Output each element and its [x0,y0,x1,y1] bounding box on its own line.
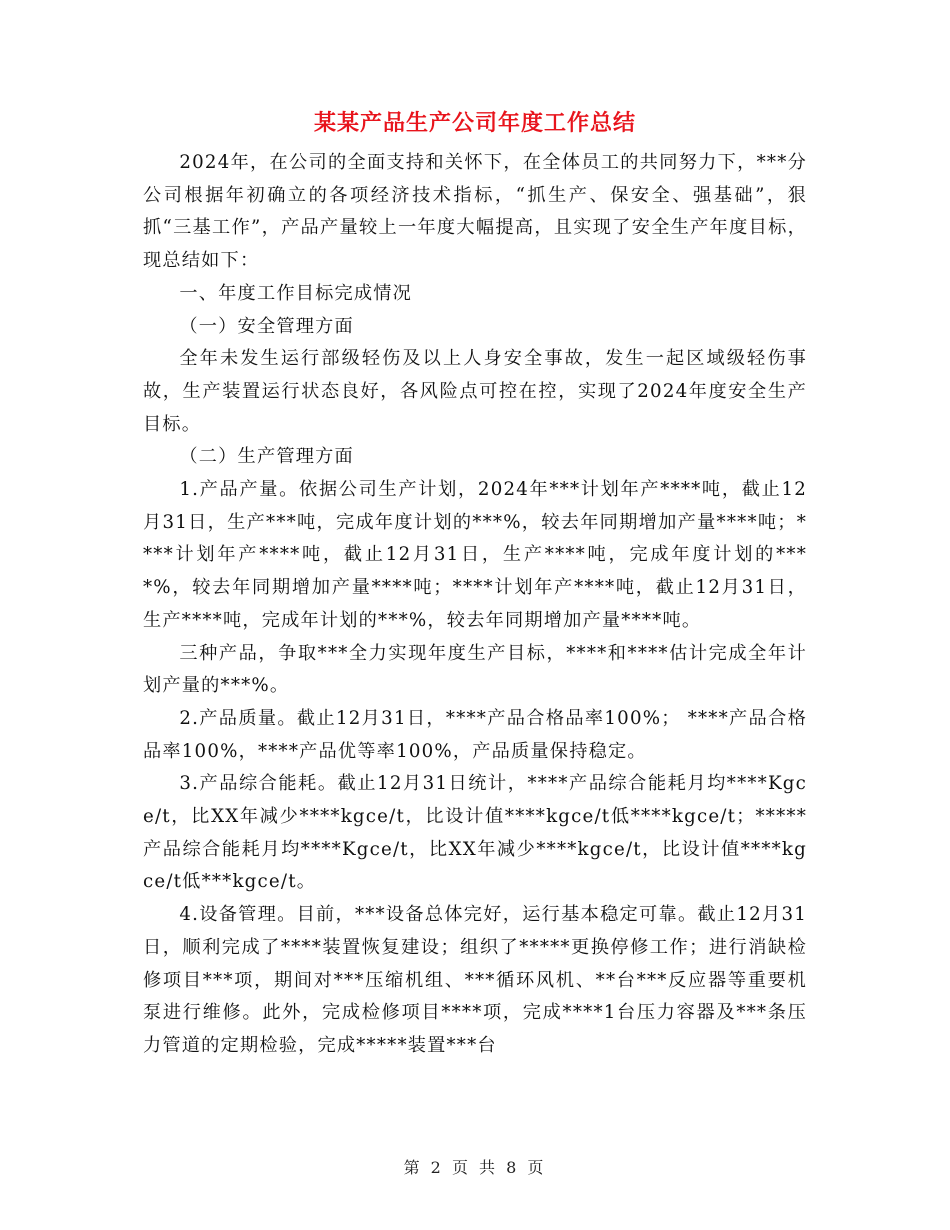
section-heading-1: 一、年度工作目标完成情况 [179,282,413,304]
paragraph-intro: 2024年，在公司的全面支持和关怀下，在全体员工的共同努力下，***分公司根据年初确立的各项经济技术指标，“抓生产、保安全、强基础”，狠抓“三基工作”，产品产量较上一年度大幅提高，且实现了安全生产年度目标，现总结如下： [143,152,807,272]
paragraph-quality: 2.产品质量。截止12月31日，****产品合格品率100%； ****产品合格品率100%，****产品优等率100%，产品质量保持稳定。 [143,707,807,762]
paragraph-three-products: 三种产品，争取***全力实现年度生产目标，****和****估计完成全年计划产量的***%。 [143,642,807,697]
document-body [143,147,807,1063]
paragraph-equipment: 4.设备管理。目前，***设备总体完好，运行基本稳定可靠。截止12月31日，顺利完成了****装置恢复建设；组织了*****更换停修工作；进行消缺检修项目***项，期间对***压缩机组、***循环风机、**台***反应器等重要机泵进行维修。此外，完成检修项目****项，完成****1台压力容器及***条压力管道的定期检验，完成*****装置***台 [143,904,807,1056]
subsection-heading-safety: （一）安全管理方面 [179,315,354,337]
paragraph-safety: 全年未发生运行部级轻伤及以上人身安全事故，发生一起区域级轻伤事故，生产装置运行状态良好，各风险点可控在控，实现了2024年度安全生产目标。 [143,348,807,435]
paragraph-energy: 3.产品综合能耗。截止12月31日统计，****产品综合能耗月均****Kgce/t，比XX年减少****kgce/t，比设计值****kgce/t低****kgce/t；*****产品综合能耗月均****Kgce/t，比XX年减少****kgce/t，比设计值****kgce/t低***kgce/t。 [143,773,807,893]
paragraph-output: 1.产品产量。依据公司生产计划，2024年***计划年产****吨，截止12月31日，生产***吨，完成年度计划的***%，较去年同期增加产量****吨；****计划年产****吨，截止12月31日，生产****吨，完成年度计划的****%，较去年同期增加产量****吨；****计划年产****吨，截止12月31日，生产****吨，完成年计划的***%，较去年同期增加产量****吨。 [143,479,807,631]
document-title: 某某产品生产公司年度工作总结 [313,110,636,136]
subsection-heading-production: （二）生产管理方面 [179,446,354,468]
page-number-footer: 第 2 页 共 8 页 [403,1158,547,1177]
